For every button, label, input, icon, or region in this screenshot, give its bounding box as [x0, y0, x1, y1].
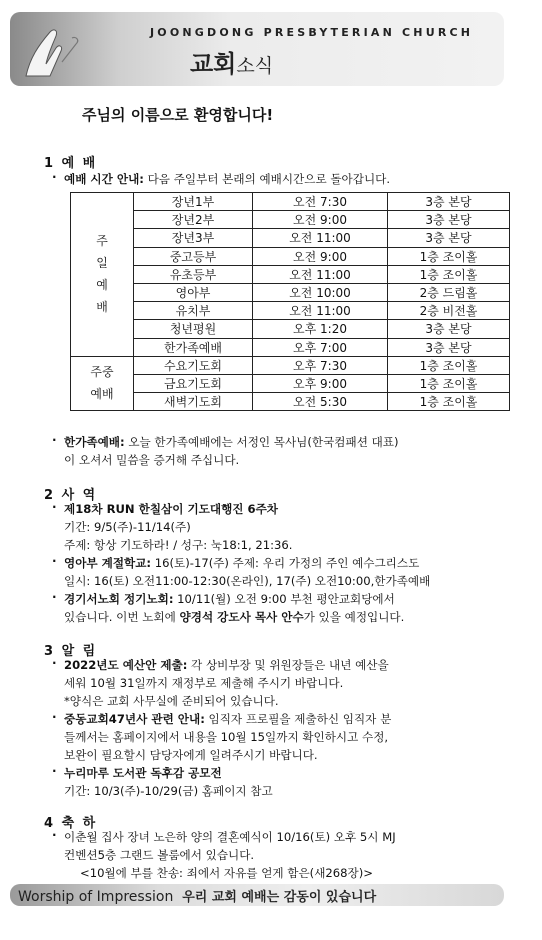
- service-name: 장년3부: [134, 229, 253, 247]
- service-place: 2층 드림홀: [388, 283, 510, 301]
- footer-english: Worship of Impression: [18, 889, 174, 905]
- table-row: [71, 229, 510, 247]
- church-name: JOONGDONG PRESBYTERIAN CHURCH: [150, 26, 474, 39]
- run-period: 기간: 9/5(주)-11/14(주): [64, 520, 191, 534]
- group-sunday-worship: [71, 193, 134, 357]
- service-name: 장년1부: [134, 193, 253, 211]
- elder-label: 경기서노회 정기노회:: [64, 592, 174, 606]
- service-time: 오후 1:20: [253, 320, 388, 338]
- table-row: [71, 193, 510, 211]
- run-title: 제18차 RUN 한칠삼이 기도대행진 6주차: [64, 502, 278, 516]
- bullet-icon: ·: [52, 710, 57, 724]
- service-name: 청년평원: [134, 320, 253, 338]
- bullet-icon: ·: [52, 554, 57, 568]
- elder-text-2b: 양경석 강도사 목사 안수: [179, 610, 304, 624]
- service-time: 오전 5:30: [253, 393, 388, 411]
- section-celebration-title: 4 축 하: [44, 816, 98, 831]
- bullet-icon: ·: [52, 764, 57, 778]
- service-place: 3층 본당: [388, 193, 510, 211]
- worship-schedule-table: [70, 192, 510, 411]
- service-time: 오전 11:00: [253, 265, 388, 283]
- service-name: 유초등부: [134, 265, 253, 283]
- table-row: [71, 338, 510, 356]
- service-name: 한가족예배: [134, 338, 253, 356]
- elder-note: [64, 592, 395, 606]
- family-text: 오늘 한가족예배에는 서정인 목사님(한국컴패션 대표): [124, 435, 399, 449]
- school-label: 영아부 계절학교:: [64, 556, 152, 570]
- service-name: 금요기도회: [134, 374, 253, 392]
- budget-text: 각 상비부장 및 위원장들은 내년 예산을: [187, 658, 389, 672]
- title-sub: 소식: [236, 55, 274, 77]
- group-label: 주중: [90, 365, 114, 380]
- service-time: 오후 9:00: [253, 374, 388, 392]
- school-note: [64, 556, 419, 570]
- group-label: 예배: [90, 387, 114, 402]
- page-title: [190, 44, 273, 79]
- service-place: 1층 조이홀: [388, 247, 510, 265]
- budget-note: [64, 658, 389, 672]
- service-place: 3층 본당: [388, 338, 510, 356]
- table-row: [71, 356, 510, 374]
- elder-text-2c: 가 있을 예정입니다.: [303, 610, 405, 624]
- schedule-intro-label: 예배 시간 안내:: [64, 172, 144, 186]
- hymn-note: <10월에 부를 찬송: 죄에서 자유를 얻게 함은(새268장)>: [80, 866, 373, 880]
- family-worship-note: [64, 435, 399, 449]
- group-label: 예: [96, 278, 108, 293]
- service-name: 중고등부: [134, 247, 253, 265]
- history-text: 임직자 프로필을 제출하신 임직자 분: [204, 712, 392, 726]
- title-main: 교회: [190, 50, 237, 78]
- school-time: 일시: 16(토) 오전11:00-12:30(온라인), 17(주) 오전10:00,한가족예배: [64, 574, 431, 588]
- elder-text: 10/11(월) 오전 9:00 부천 평안교회당에서: [173, 592, 395, 606]
- service-time: 오전 9:00: [253, 247, 388, 265]
- table-row: [71, 211, 510, 229]
- bullet-icon: ·: [52, 590, 57, 604]
- schedule-intro: [64, 172, 390, 186]
- schedule-intro-text: 다음 주일부터 본래의 예배시간으로 돌아갑니다.: [143, 172, 391, 186]
- service-place: 3층 본당: [388, 211, 510, 229]
- library-period: 기간: 10/3(주)-10/29(금) 홈페이지 참고: [64, 784, 273, 798]
- table-row: [71, 393, 510, 411]
- bullet-icon: ·: [52, 500, 57, 514]
- section-notice-title: 3 알 림: [44, 644, 98, 659]
- history-text-2: 들께서는 홈페이지에서 내용을 10월 15일까지 확인하시고 수정,: [64, 730, 389, 744]
- service-place: 1층 조이홀: [388, 356, 510, 374]
- table-row: [71, 265, 510, 283]
- service-place: 3층 본당: [388, 320, 510, 338]
- service-name: 장년2부: [134, 211, 253, 229]
- school-text: 16(토)-17(주) 주제: 우리 가정의 주인 예수그리스도: [151, 556, 420, 570]
- welcome-heading: 주님의 이름으로 환영합니다!: [82, 106, 274, 124]
- table-row: [71, 283, 510, 301]
- service-name: 수요기도회: [134, 356, 253, 374]
- praying-hands-icon: [16, 18, 86, 80]
- family-text-2: 이 오셔서 밀씀을 증거해 주십니다.: [64, 453, 240, 467]
- library-title: 누리마루 도서관 독후감 공모전: [64, 766, 222, 780]
- celebration-text-2: 컨벤션5층 그랜드 볼룸에서 있습니다.: [64, 848, 255, 862]
- group-midweek-worship: [71, 356, 134, 411]
- elder-text-2a: 있습니다. 이번 노회에: [64, 610, 180, 624]
- footer-korean: 우리 교회 예배는 감동이 있습니다: [182, 890, 377, 905]
- footer-text: [18, 886, 376, 905]
- table-row: [71, 374, 510, 392]
- service-time: 오후 7:30: [253, 356, 388, 374]
- celebration-text-1: 이춘월 집사 장녀 노은하 양의 결혼예식이 10/16(토) 오후 5시 MJ: [64, 830, 396, 844]
- budget-text-3: *양식은 교회 사무실에 준비되어 있습니다.: [64, 694, 279, 708]
- group-label: 일: [96, 256, 108, 271]
- bullet-icon: ·: [52, 170, 57, 184]
- group-label: 배: [96, 300, 108, 315]
- service-name: 유치부: [134, 302, 253, 320]
- bullet-icon: ·: [52, 656, 57, 670]
- history-note: [64, 712, 391, 726]
- history-label: 중동교회47년사 관련 안내:: [64, 712, 205, 726]
- table-row: [71, 247, 510, 265]
- service-time: 오전 11:00: [253, 229, 388, 247]
- table-row: [71, 320, 510, 338]
- service-time: 오전 11:00: [253, 302, 388, 320]
- service-place: 1층 조이홀: [388, 374, 510, 392]
- section-ministry-title: 2 사 역: [44, 488, 98, 503]
- service-name: 영아부: [134, 283, 253, 301]
- service-place: 2층 비전홀: [388, 302, 510, 320]
- service-time: 오전 9:00: [253, 211, 388, 229]
- service-place: 3층 본당: [388, 229, 510, 247]
- section-worship-title: 1 예 배: [44, 156, 98, 171]
- service-place: 1층 조이홀: [388, 265, 510, 283]
- family-label: 한가족예배:: [64, 435, 125, 449]
- table-row: [71, 302, 510, 320]
- service-time: 오후 7:00: [253, 338, 388, 356]
- run-theme: 주제: 항상 기도하라! / 성구: 눅18:1, 21:36.: [64, 538, 293, 552]
- service-time: 오전 7:30: [253, 193, 388, 211]
- service-place: 1층 조이홀: [388, 393, 510, 411]
- elder-text-2: [64, 610, 404, 624]
- budget-label: 2022년도 예산안 제출:: [64, 658, 188, 672]
- service-time: 오전 10:00: [253, 283, 388, 301]
- budget-text-2: 세워 10월 31일까지 재정부로 제출해 주시기 바랍니다.: [64, 676, 344, 690]
- bullet-icon: ·: [52, 828, 57, 842]
- group-label: 주: [96, 234, 108, 249]
- bullet-icon: ·: [52, 433, 57, 447]
- history-text-3: 보완이 필요할시 담당자에게 일려주시기 바랍니다.: [64, 748, 318, 762]
- service-name: 새벽기도회: [134, 393, 253, 411]
